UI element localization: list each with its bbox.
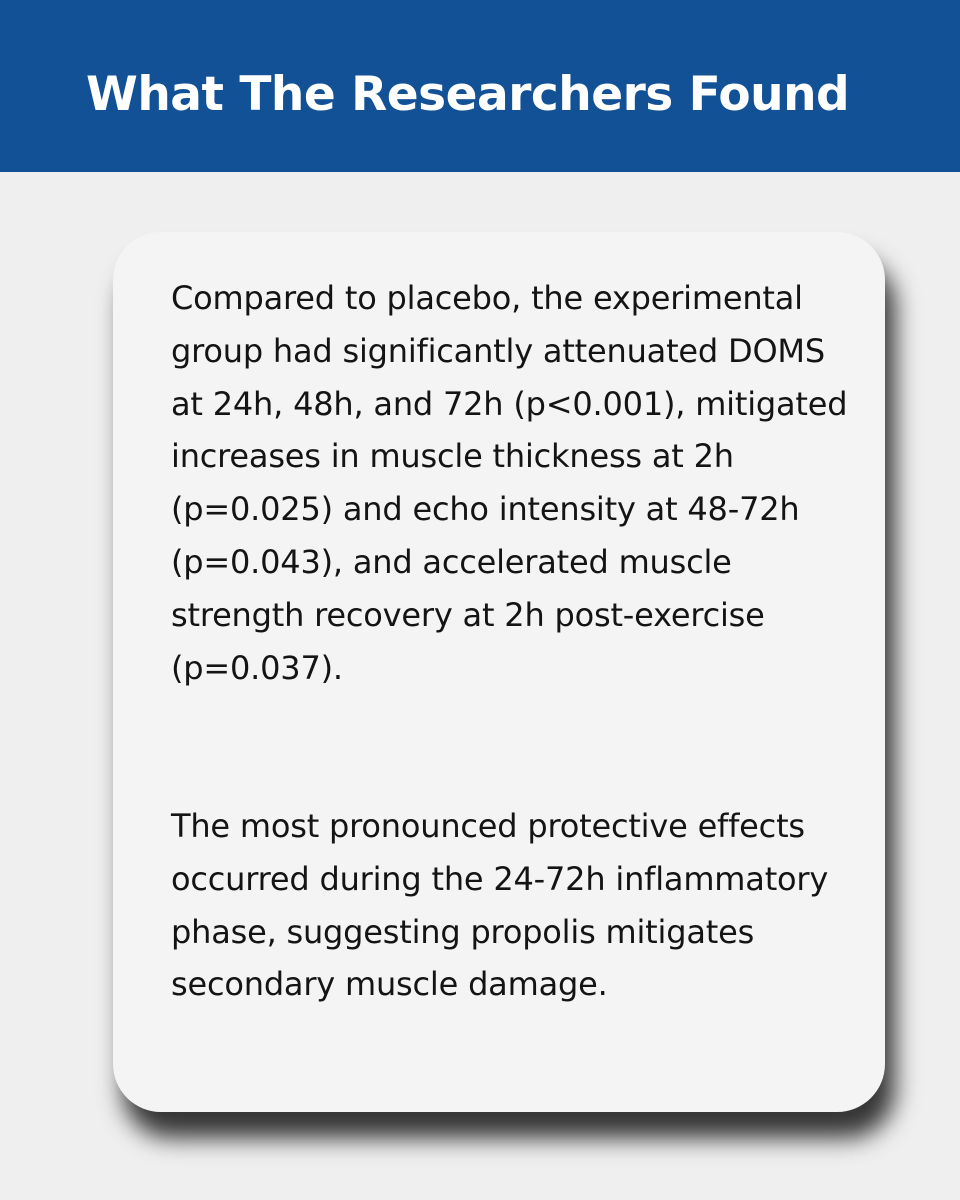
header-banner	[0, 0, 960, 172]
findings-paragraph-1: Compared to placebo, the experimental group had significantly attenuated DOMS at 24h, 48h, and 72h (p<0.001), mitigated increases in muscle thickness at 2h (p=0.025) and echo intensity at 48-72h (p=0.043), and accelerated muscle strength recovery at 2h post-exercise (p=0.037).	[171, 279, 848, 687]
findings-paragraph-2: The most pronounced protective effects occurred during the 24-72h inflammatory phase, suggesting propolis mitigates secondary muscle damage.	[171, 807, 829, 1004]
findings-card	[113, 232, 885, 1112]
page-title: What The Researchers Found	[86, 67, 850, 122]
